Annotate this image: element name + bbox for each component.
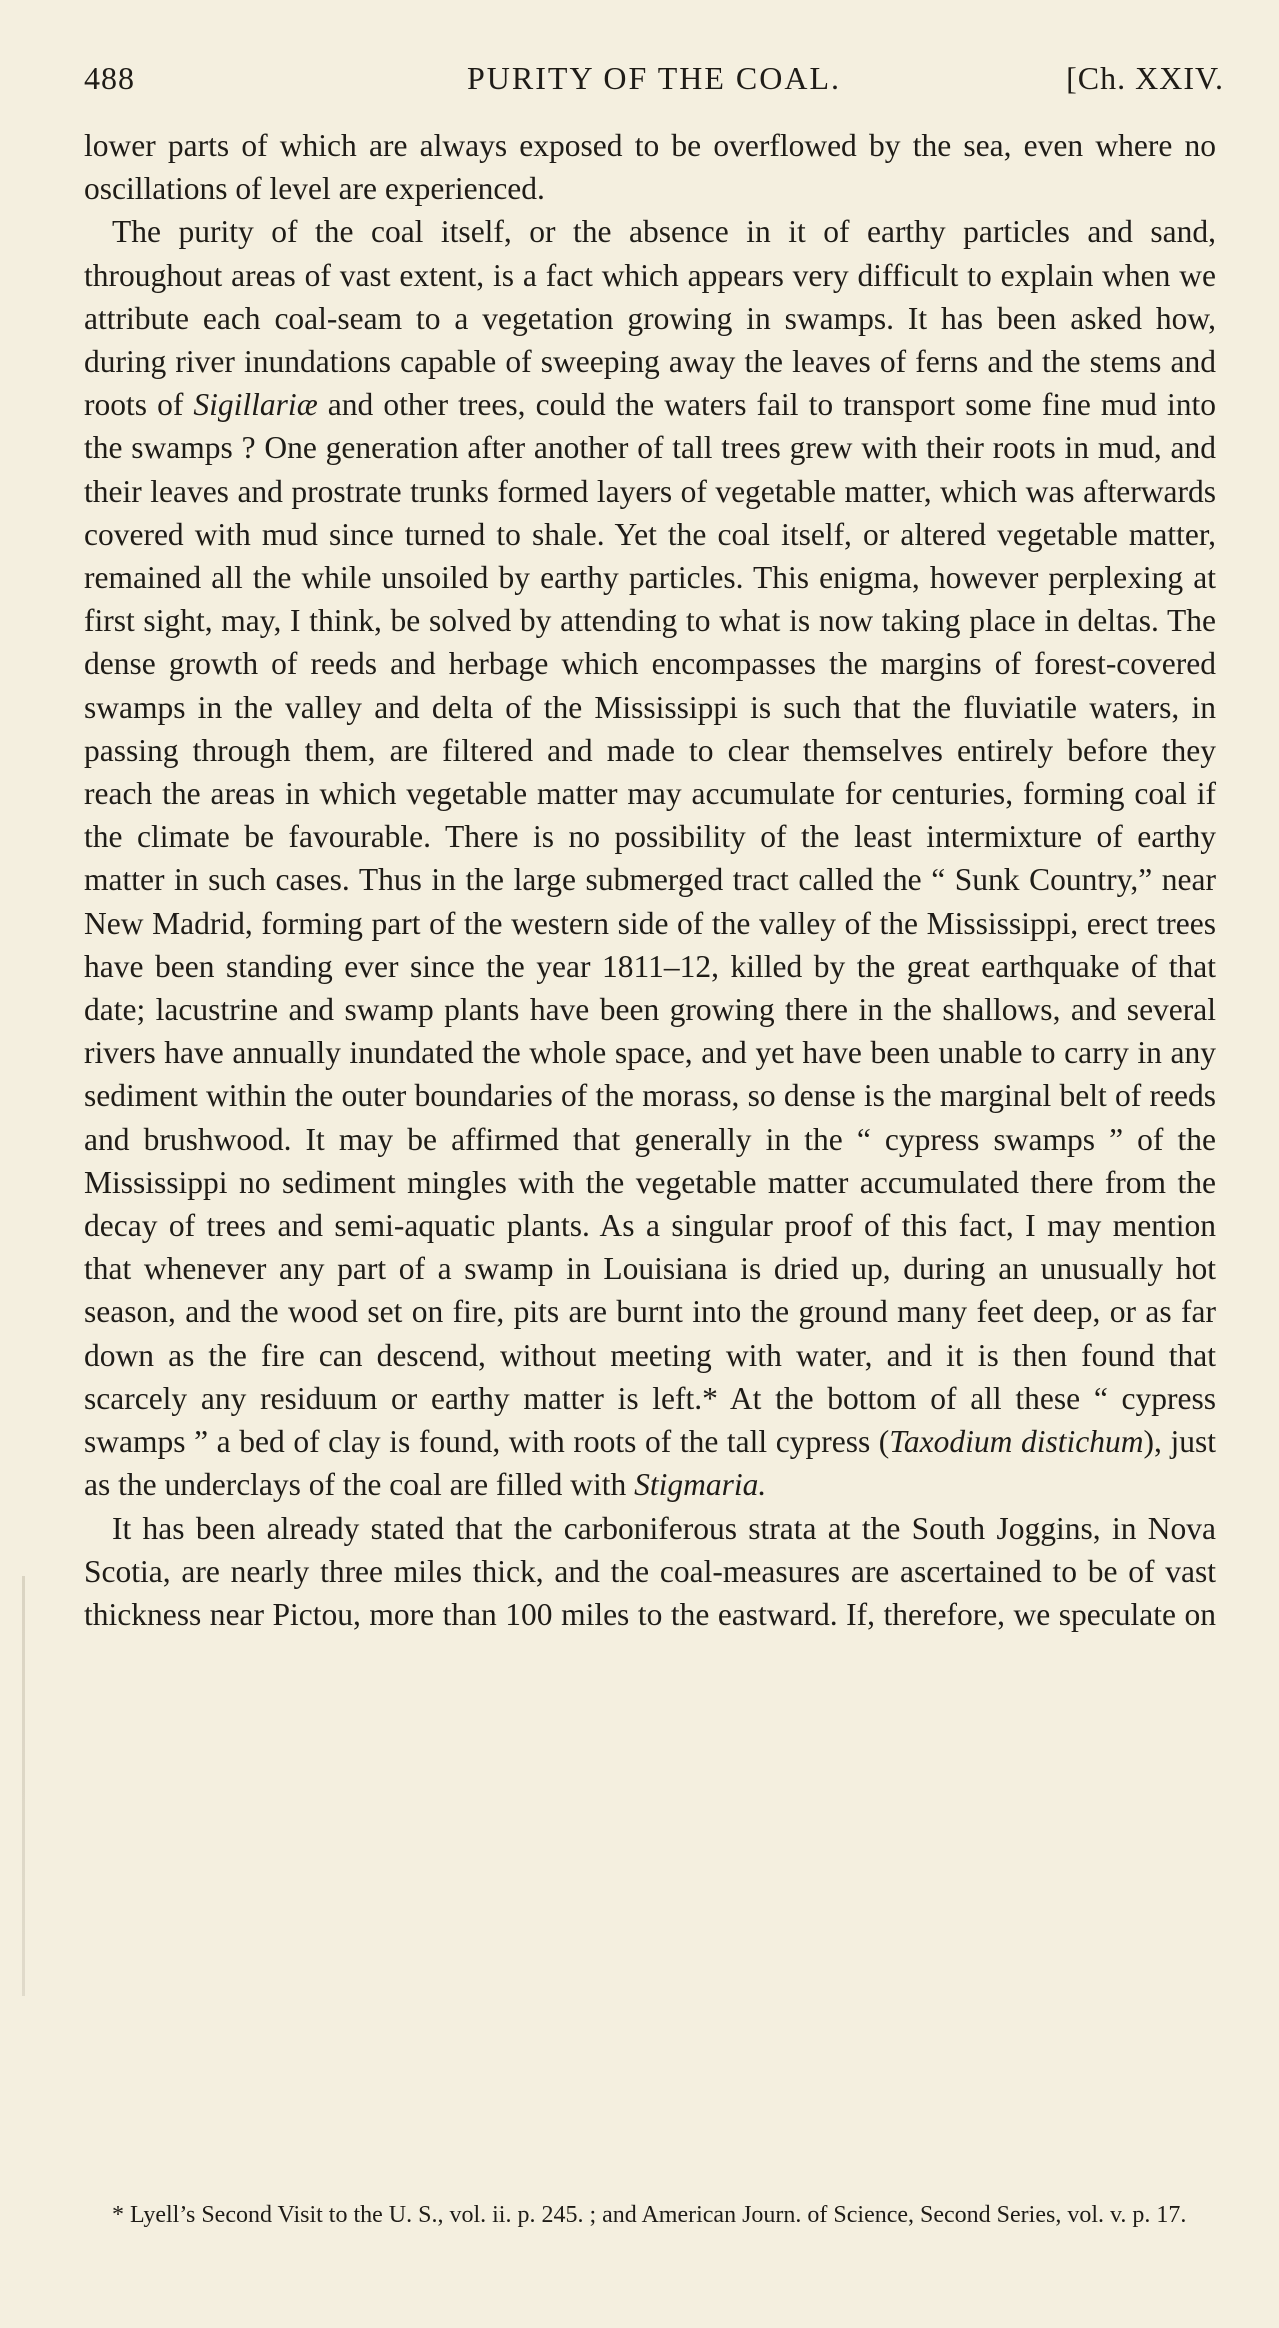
paragraph-continuation: lower parts of which are always exposed to be overflowed by the sea, even where no oscillations of level are experienced.: [84, 128, 1216, 207]
term-stigmaria: Stigmaria.: [634, 1467, 767, 1503]
paragraph-purity-part-c: ), just as the underclays of the coal are filled with: [84, 1424, 1216, 1503]
paragraph-purity-part-b: and other trees, could the waters fail to transport some fine mud into the swamps ? One generation after another of tall trees grew with their roots in mud, and their leaves and prostrate trunks formed layers of vegetable matter, which was afterwards covered with mud since turned to shale. Yet the coal itself, or altered vegetable matter, remained all the while unsoiled by earthy particles. This enigma, however perplexing at first sight, may, I think, be solved by attending to what is now taking place in deltas. The dense growth of reeds and herbage which encompasses the margins of forest-covered swamps in the valley and delta of the Mississippi is such that the fluviatile waters, in passing through them, are filtered and made to clear themselves entirely before they reach the areas in which vegetable matter may accumulate for centuries, forming coal if the climate be favourable. There is no possibility of the least intermixture of earthy matter in such cases. Thus in the large submerged tract called the “ Sunk Country,” near New Madrid, forming part of the western side of the valley of the Mississippi, erect trees have been standing ever since the year 1811–12, killed by the great earthquake of that date; lacustrine and swamp plants have been growing there in the shallows, and several rivers have annually inundated the whole space, and yet have been unable to carry in any sediment within the outer boundaries of the morass, so dense is the marginal belt of reeds and brushwood. It may be affirmed that generally in the “ cypress swamps ” of the Mississippi no sediment mingles with the vegetable matter accumulated there from the decay of trees and semi-aquatic plants. As a singular proof of this fact, I may mention that whenever any part of a swamp in Louisiana is dried up, during an unusually hot season, and the wood set on fire, pits are burnt into the ground many feet deep, or as far down as the fire can descend, without meeting with water, and it is then found that scarcely any residuum or earthy matter is left.* At the bottom of all these “ cypress swamps ” a bed of clay is found, with roots of the tall cypress (: [84, 387, 1216, 1460]
running-title: PURITY OF THE COAL.: [466, 60, 841, 96]
page-number: 488: [84, 60, 135, 96]
body-text: [84, 124, 1216, 1636]
chapter-label: [Ch. XXIV.: [1066, 60, 1224, 96]
margin-pencil-mark: [22, 1576, 25, 1996]
footnote-text: * Lyell’s Second Visit to the U. S., vol. ii. p. 245. ; and American Journ. of Science, Second Series, vol. v. p. 17.: [112, 2202, 1187, 2228]
running-header: [84, 56, 1224, 104]
footnote: [84, 2198, 1216, 2232]
term-taxodium: Taxodium distichum: [889, 1424, 1144, 1460]
paragraph-purity-part-a: The purity of the coal itself, or the absence in it of earthy particles and sand, throughout areas of vast extent, is a fact which appears very difficult to explain when we attribute each coal-seam to a vegetation growing in swamps. It has been asked how, during river inundations capable of sweeping away the leaves of ferns and the stems and roots of: [84, 214, 1216, 423]
term-sigillariae: Sigillariæ: [193, 387, 318, 423]
paragraph-joggins: It has been already stated that the carboniferous strata at the South Joggins, in Nova Scotia, are nearly three miles thick, and the coal-measures are ascertained to be of vast thickness near Pictou, more than 100 miles to the eastward. If, therefore, we speculate on: [84, 1510, 1216, 1632]
paragraph-purity: [84, 210, 1216, 1506]
